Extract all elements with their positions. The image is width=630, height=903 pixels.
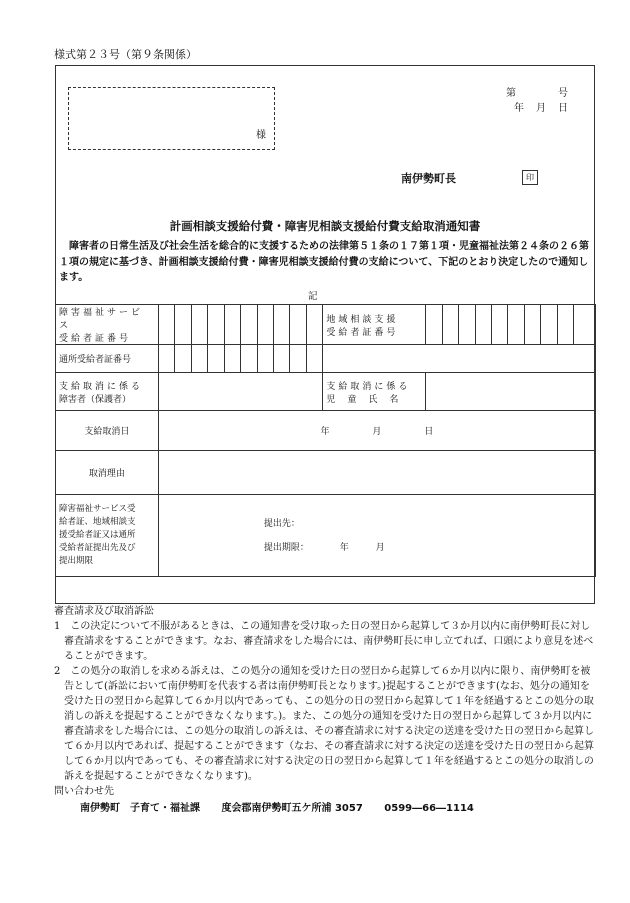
service-cert-digit[interactable] [306,305,322,345]
regional-cert-digit[interactable] [475,305,491,345]
contact-department: 南伊勢町 子育て・福祉課 [80,803,200,814]
submission-field[interactable] [158,495,595,577]
note-item-2: 2 この処分の取消しを求める訴えは、この処分の通知を受けた日の翌日から起算して６か月以内に限り、南伊勢町を被告として(訴訟において南伊勢町を代表する者は南伊勢町長となります。)提起することができます(なお、処分の通知を受けた日の翌日から起算して６か月以内であっても、この処分の日の翌日から起算して１年を経過するとこの処分の取消しの訴えを提起することができなくなります。)。また、この処分の通知を受けた日の翌日から起算して３か月以内に審査請求をした場合には、この処分の取消しの訴えは、その審査請求に対する決定の送達を受けた日の翌日から起算して６か月以内であれば、提起することができます（なお、その審査請求に対する決定の送達を受けた日の翌日から起算して６か月以内であっても、その審査請求に対する決定の日の翌日から起算して１年を経過するとこの処分の取消しの訴えを提起することができなくなります)。 [54,666,594,782]
regional-cert-digit[interactable] [459,305,475,345]
seal-mark: 印 [522,170,538,185]
deadline-month: 月 [375,542,385,553]
guardian-label-1: 支給取消に係る [59,381,144,392]
service-cert-digit[interactable] [257,305,273,345]
child-name-field[interactable] [426,373,596,411]
deadline-line [264,536,592,560]
regional-cert-digit[interactable] [426,305,442,345]
day-cert-digit[interactable] [224,345,240,373]
regional-cert-digit[interactable] [508,305,524,345]
regional-cert-digit[interactable] [442,305,458,345]
addressee-suffix: 様 [256,130,266,141]
intro-text: 障害者の日常生活及び社会生活を総合的に支援するための法律第５１条の１７第１項・児童福祉法第２４条の２６第１項の規定に基づき、計画相談支援給付費・障害児相談支援給付費の支給について、下記のとおり決定したので通知します。 [59,241,589,283]
child-name-label [323,373,426,411]
service-cert-digit[interactable] [241,305,257,345]
cancel-date-label: 支給取消日 [56,411,159,451]
deadline-year: 年 [339,542,349,553]
cancel-year: 年 [320,427,330,437]
day-cert-digit[interactable] [290,345,306,373]
date-day: 日 [558,103,568,114]
day-cert-label: 通所受給者証番号 [56,345,159,373]
submission-label-2: 給者証、地域相談支 [59,517,136,527]
contact-info [54,801,599,816]
deadline-label: 提出期限： [263,542,309,553]
regional-cert-label-2: 受給者証番号 [326,327,399,338]
service-cert-digit[interactable] [274,305,290,345]
date-month: 月 [536,103,546,114]
date-year: 年 [514,103,524,114]
service-cert-label-1: 障害福祉サービス [59,308,144,331]
addressee-box [68,87,275,150]
guardian-name-field[interactable] [158,373,323,411]
reason-label: 取消理由 [56,451,159,495]
regional-cert-digit[interactable] [557,305,573,345]
day-cert-digit[interactable] [274,345,290,373]
submission-label-4: 受給者証提出先及び [59,543,136,553]
regional-cert-digit[interactable] [574,305,596,345]
contact-address: 度会郡南伊勢町五ケ所浦 3057 [221,803,363,814]
day-cert-digit[interactable] [191,345,207,373]
submission-label-3: 援受給者証又は通所 [59,530,136,540]
note-item-1: 1 この決定について不服があるときは、この通知書を受け取った日の翌日から起算して３か月以内に南伊勢町長に対し審査請求をすることができます。なお、審査請求をした場合には、南伊勢町長に申し立てれば、口頭により意見を述べることができます。 [54,621,594,662]
service-cert-label [56,305,159,345]
issuer: 南伊勢町長 [401,172,456,185]
blank-cell [323,345,596,373]
service-cert-digit[interactable] [290,305,306,345]
day-cert-digit[interactable] [158,345,174,373]
issue-date [514,99,568,114]
contact-phone: 0599―66―1114 [384,803,474,814]
day-cert-digit[interactable] [208,345,224,373]
details-table [55,304,596,577]
regional-cert-digit[interactable] [524,305,540,345]
service-cert-label-2: 受給者証番号 [59,334,132,344]
child-name-label-2: 児童氏名 [326,394,411,405]
reason-field[interactable] [158,451,595,495]
contact-heading: 問い合わせ先 [54,786,114,797]
day-cert-digit[interactable] [257,345,273,373]
submission-label [56,495,159,577]
service-cert-digit[interactable] [208,305,224,345]
ki-heading: 記 [308,291,318,302]
number-prefix: 第 [506,88,516,99]
day-cert-digit[interactable] [306,345,322,373]
notice-title: 計画相談支援給付費・障害児相談支援給付費支給取消通知書 [169,219,481,233]
destination-label: 提出先： [263,518,300,529]
regional-cert-digit[interactable] [492,305,508,345]
regional-cert-digit[interactable] [541,305,557,345]
regional-cert-label [323,305,426,345]
document-number [506,84,568,99]
day-cert-digit[interactable] [175,345,191,373]
form-id: 様式第２３号（第９条関係） [54,48,197,61]
day-cert-digit[interactable] [241,345,257,373]
service-cert-digit[interactable] [175,305,191,345]
cancel-day: 日 [424,427,434,437]
guardian-label [56,373,159,411]
child-name-label-1: 支給取消に係る [326,381,411,392]
notice-frame [55,65,595,604]
number-suffix: 号 [558,88,568,99]
cancel-date-field[interactable] [158,411,595,451]
submission-label-5: 提出期限 [59,556,94,566]
submission-label-1: 障害福祉サービス受 [59,504,136,514]
service-cert-digit[interactable] [158,305,174,345]
notes-heading: 審査請求及び取消訴訟 [54,606,154,617]
regional-cert-label-1: 地域相談支援 [326,314,399,325]
service-cert-digit[interactable] [224,305,240,345]
destination-line [264,512,592,536]
service-cert-digit[interactable] [191,305,207,345]
appeal-notes [54,604,599,816]
guardian-label-2: 障害者（保護者） [59,394,132,405]
cancel-month: 月 [372,427,382,437]
